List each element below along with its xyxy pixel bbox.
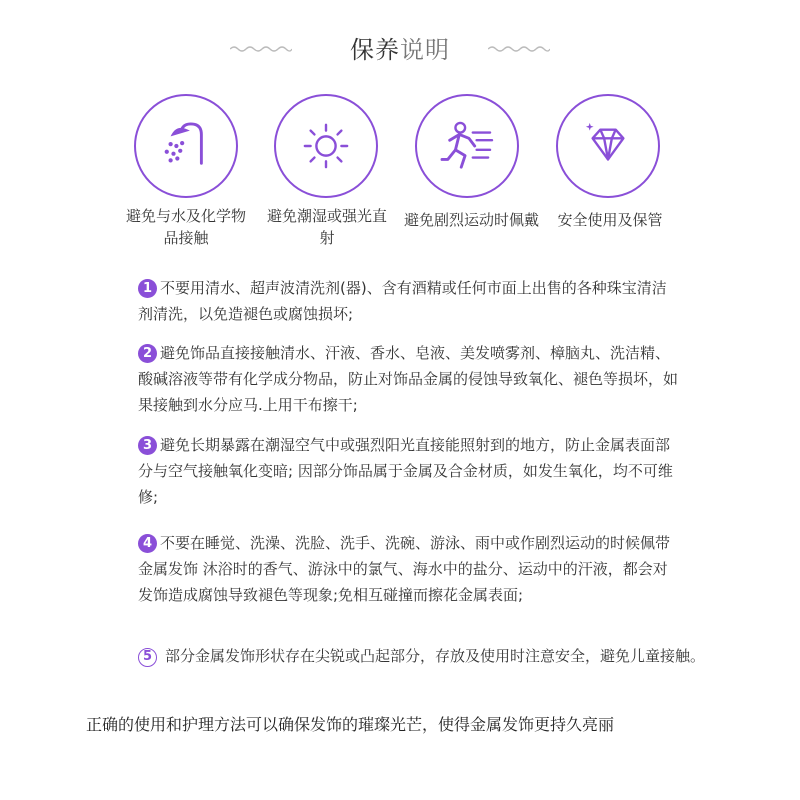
- item-number-badge: 4: [138, 534, 157, 553]
- shower-icon: [136, 96, 236, 196]
- icon-circle-sun: [274, 94, 378, 198]
- item-number-badge: 3: [138, 436, 157, 455]
- sun-icon: [276, 96, 376, 196]
- care-item-text: 不要在睡觉、洗澡、洗脸、洗手、洗碗、游泳、雨中或作剧烈运动的时候佩带 金属发饰 沐浴时的香气、游泳中的氯气、海水中的盐分、运动中的汗液，都会对发饰造成腐蚀导致褪色等现象;免相互碰撞而擦花金属表面;: [138, 534, 671, 604]
- page-title-part2: 说明: [400, 36, 450, 64]
- wave-decoration-right: [488, 44, 550, 54]
- footer-note: 正确的使用和护理方法可以确保发饰的璀璨光芒，使得金属发饰更持久亮丽: [86, 715, 615, 734]
- care-item-text: 避免长期暴露在潮湿空气中或强烈阳光直接能照射到的地方，防止金属表面部分与空气接触氧化变暗; 因部分饰品属于金属及合金材质，如发生氧化，均不可维修;: [138, 436, 673, 506]
- icon-label-run: 避免剧烈运动时佩戴: [404, 211, 540, 229]
- icon-circle-run: [415, 94, 519, 198]
- item-number-badge: 5: [138, 648, 157, 667]
- care-item-5: [138, 643, 705, 669]
- diamond-icon: [558, 96, 658, 196]
- care-item-text: 部分金属发饰形状存在尖锐或凸起部分，存放及使用时注意安全，避免儿童接触。: [165, 647, 706, 665]
- icon-label-diamond: 安全使用及保管: [557, 211, 663, 229]
- icon-label-sun: 避免潮湿或强光直射: [266, 207, 387, 247]
- item-number-badge: 2: [138, 344, 157, 363]
- page-title: [0, 30, 800, 65]
- care-item-text: 不要用清水、超声波清洗剂(器)、含有酒精或任何市面上出售的各种珠宝清洁剂清洗，以免造褪色或腐蚀损坏;: [138, 279, 667, 323]
- care-item-4: [138, 530, 678, 608]
- icon-label-water: 避免与水及化学物品接触: [125, 207, 246, 247]
- icon-circle-water: [134, 94, 238, 198]
- care-item-3: [138, 432, 678, 510]
- item-number-badge: 1: [138, 279, 157, 298]
- care-item-1: [138, 275, 678, 327]
- care-item-text: 避免饰品直接接触清水、汗液、香水、皂液、美发喷雾剂、樟脑丸、洗洁精、酸碱溶液等带有化学成分物品，防止对饰品金属的侵蚀导致氧化、褪色等损坏，如果接触到水分应马.上用干布擦干;: [138, 344, 679, 414]
- care-item-2: [138, 340, 678, 418]
- page-title-part1: 保养: [350, 36, 400, 64]
- header: [0, 28, 800, 68]
- icon-circle-diamond: [556, 94, 660, 198]
- running-person-icon: [417, 96, 517, 196]
